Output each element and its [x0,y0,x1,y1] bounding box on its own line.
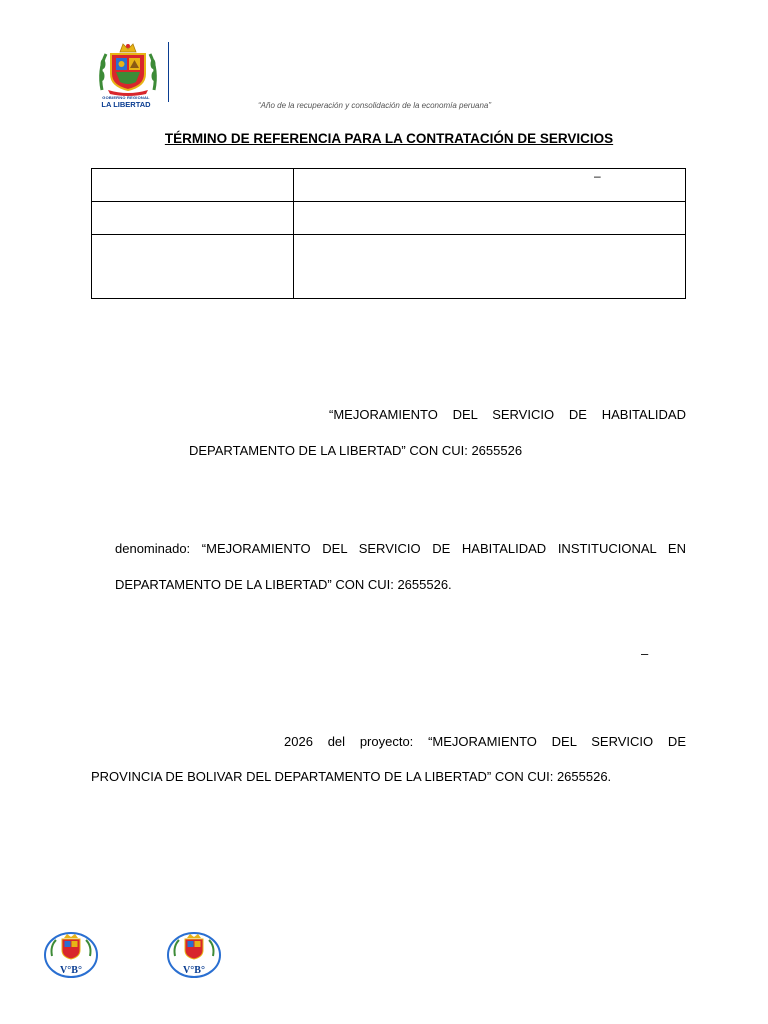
info-table [91,168,686,299]
table-dash: – [594,169,601,183]
approval-seal-icon [44,932,98,978]
approval-seal-icon [167,932,221,978]
table-cell [294,202,686,235]
table-cell [92,202,294,235]
approval-seal-1 [44,932,98,983]
paragraph-2-line-1: denominado: “MEJORAMIENTO DEL SERVICIO DE HABITALIDAD INSTITUCIONAL EN [115,541,686,556]
year-motto: “Año de la recuperación y consolidación de la economía peruana” [258,101,492,110]
paragraph-1-line-2: DEPARTAMENTO DE LA LIBERTAD” CON CUI: 2655526 [189,443,523,458]
seal-text: V°B° [183,965,205,976]
paragraph-1-line-1: “MEJORAMIENTO DEL SERVICIO DE HABITALIDAD [329,407,686,422]
table-cell [92,235,294,299]
org-name-text: LA LIBERTAD [101,100,151,109]
coat-of-arms-icon [96,40,160,96]
paragraph-3-line-1: 2026 del proyecto: “MEJORAMIENTO DEL SERVICIO DE [284,734,686,749]
paragraph-2-line-2: DEPARTAMENTO DE LA LIBERTAD” CON CUI: 2655526. [115,577,452,592]
logo-caption [94,96,158,109]
org-top-text: GOBIERNO REGIONAL [102,95,150,100]
table-cell [294,235,686,299]
table-cell [92,169,294,202]
table-cell [294,169,686,202]
body-dash: – [641,646,649,661]
table-row [92,202,686,235]
document-title: TÉRMINO DE REFERENCIA PARA LA CONTRATACIÓN DE SERVICIOS [164,131,614,146]
table-row [92,169,686,202]
paragraph-3-line-2: PROVINCIA DE BOLIVAR DEL DEPARTAMENTO DE LA LIBERTAD” CON CUI: 2655526. [91,769,612,784]
table-row [92,235,686,299]
header-divider [168,42,169,102]
seal-text: V°B° [60,965,82,976]
approval-seal-2 [167,932,221,983]
